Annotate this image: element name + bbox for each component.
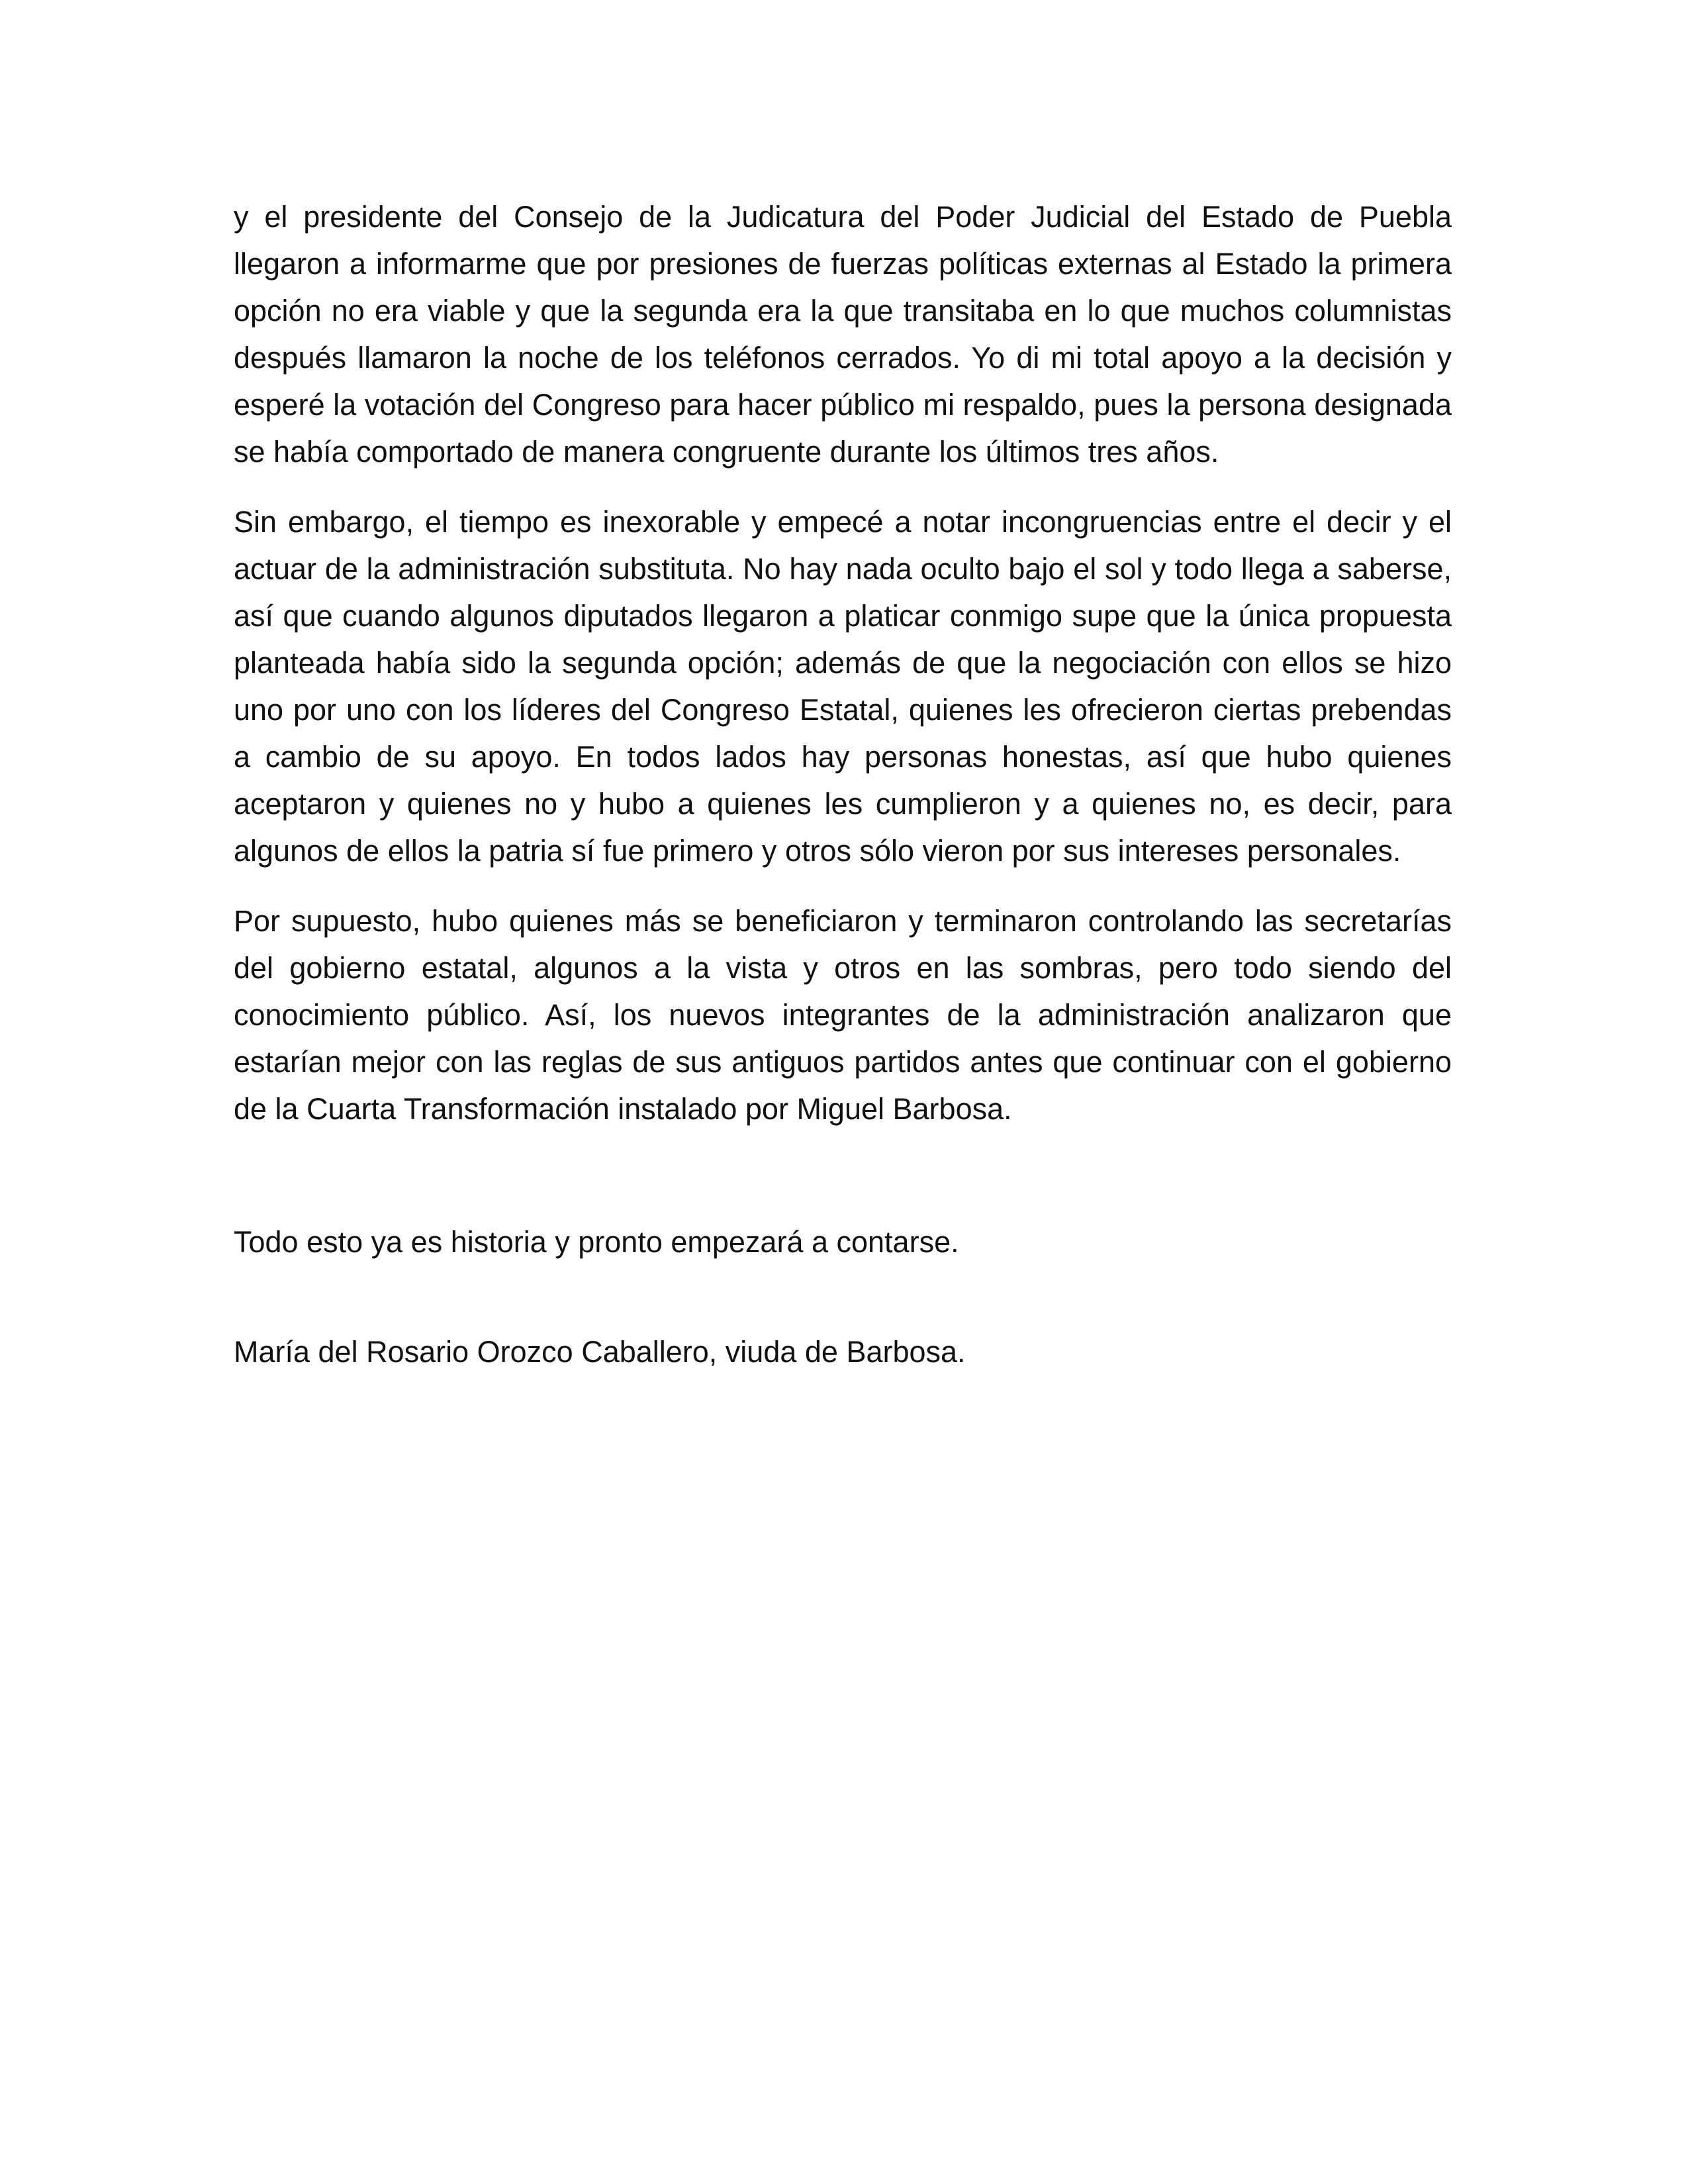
- document-body: [234, 193, 1452, 1375]
- paragraph-2: Sin embargo, el tiempo es inexorable y empecé a notar incongruencias entre el decir y el actuar de la administración substituta. No hay nada oculto bajo el sol y todo llega a saberse, así que cuando algunos diputados llegaron a platicar conmigo supe que la única propuesta planteada había sido la segunda opción; además de que la negociación con ellos se hizo uno por uno con los líderes del Congreso Estatal, quienes les ofrecieron ciertas prebendas a cambio de su apoyo. En todos lados hay personas honestas, así que hubo quienes aceptaron y quienes no y hubo a quienes les cumplieron y a quienes no, es decir, para algunos de ellos la patria sí fue primero y otros sólo vieron por sus intereses personales.: [234, 505, 1452, 868]
- paragraph-1: y el presidente del Consejo de la Judicatura del Poder Judicial del Estado de Puebla llegaron a informarme que por presiones de fuerzas políticas externas al Estado la primera opción no era viable y que la segunda era la que transitaba en lo que muchos columnistas después llamaron la noche de los teléfonos cerrados. Yo di mi total apoyo a la decisión y esperé la votación del Congreso para hacer público mi respaldo, pues la persona designada se había comportado de manera congruente durante los últimos tres años.: [234, 200, 1452, 469]
- signature-line: María del Rosario Orozco Caballero, viuda de Barbosa.: [234, 1335, 966, 1369]
- paragraph-3: Por supuesto, hubo quienes más se beneficiaron y terminaron controlando las secretarías del gobierno estatal, algunos a la vista y otros en las sombras, pero todo siendo del conocimiento público. Así, los nuevos integrantes de la administración analizaron que estarían mejor con las reglas de sus antiguos partidos antes que continuar con el gobierno de la Cuarta Transformación instalado por Miguel Barbosa.: [234, 904, 1452, 1126]
- closing-line: Todo esto ya es historia y pronto empezará a contarse.: [234, 1225, 959, 1259]
- section-spacer: [234, 1156, 1452, 1218]
- signature-spacer: [234, 1265, 1452, 1328]
